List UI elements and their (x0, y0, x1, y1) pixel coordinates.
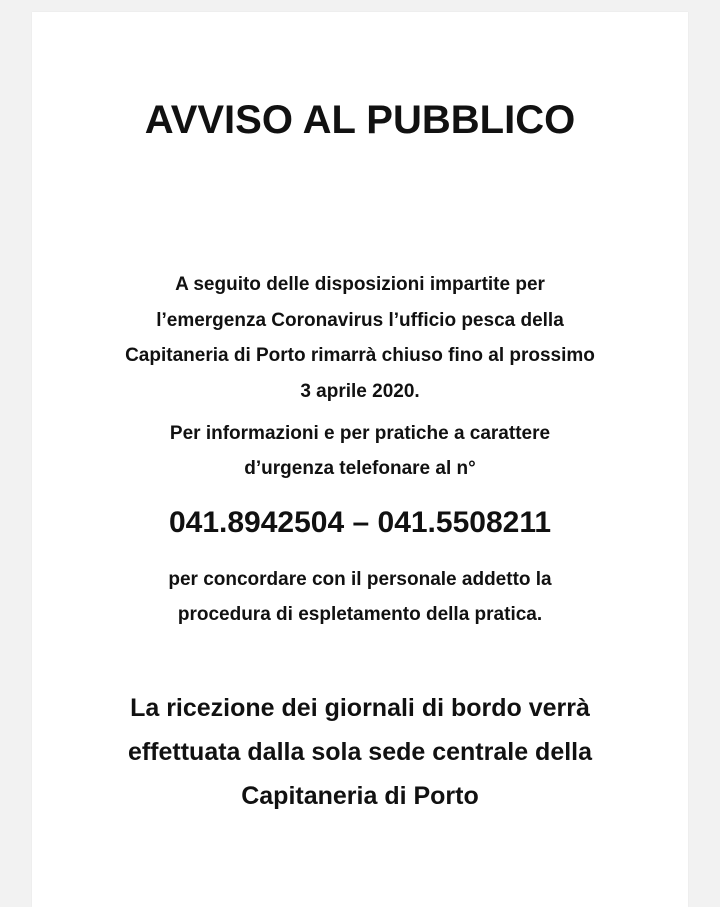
text-line: A seguito delle disposizioni impartite per (175, 274, 545, 295)
text-line: d’urgenza telefonare al n° (244, 458, 476, 479)
text-line: effettuata dalla sola sede centrale della (127, 738, 593, 766)
closure-paragraph (72, 267, 648, 409)
text-line: Capitaneria di Porto rimarrà chiuso fino al prossimo (125, 345, 595, 366)
text-line: 3 aprile 2020. (300, 380, 420, 402)
info-paragraph (72, 416, 648, 486)
text-line: l’emergenza Coronavirus l’ufficio pesca della (156, 309, 564, 331)
text-line: per concordare con il personale addetto la (168, 569, 552, 590)
text-line: procedura di espletamento della pratica. (177, 604, 543, 625)
text-line: La ricezione dei giornali di bordo verrà (130, 694, 590, 722)
document-page (32, 12, 688, 907)
procedure-paragraph (72, 562, 648, 632)
notice-title: AVVISO AL PUBBLICO (144, 98, 576, 142)
logbook-notice (52, 686, 668, 818)
text-line: Per informazioni e per pratiche a carattere (169, 423, 551, 444)
text-line: Capitaneria di Porto (241, 782, 479, 810)
phone-numbers: 041.8942504 – 041.5508211 (168, 506, 552, 539)
